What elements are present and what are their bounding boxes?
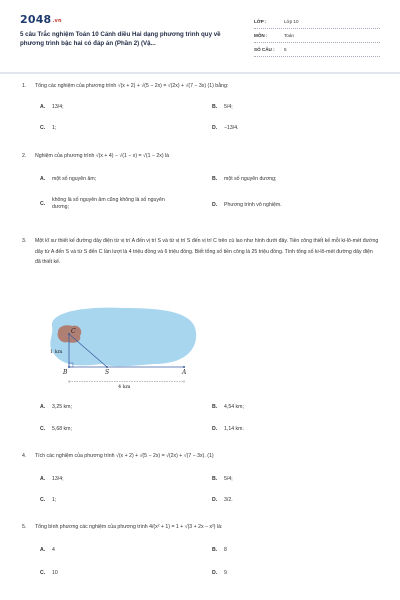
option-letter: A. (40, 104, 46, 110)
option-text: Phương trình vô nghiệm. (224, 202, 282, 208)
question-stem: Nghiệm của phương trình √(x + 4) − √(1 − x) = √(1 − 2x) là (35, 153, 170, 159)
option-letter: C. (40, 201, 46, 207)
question-number: 2. (22, 153, 27, 159)
header-divider (0, 72, 400, 74)
page-header (0, 0, 400, 74)
island-figure (44, 306, 204, 396)
option-text: một số nguyên dương; (224, 176, 277, 182)
option-letter: A. (40, 176, 46, 182)
option-text: 4 (52, 547, 55, 553)
option-letter: D. (212, 426, 218, 432)
option-letter: A. (40, 476, 46, 482)
option-text: 3,25 km; (52, 404, 72, 410)
meta-value: Lớp 10 (284, 19, 299, 24)
option-letter: D. (212, 570, 218, 576)
option-text: −13/4. (224, 125, 239, 131)
label-s: S (105, 369, 110, 376)
option-text: 1,14 km. (224, 426, 244, 432)
label-a: A (182, 369, 187, 376)
option-letter: C. (40, 497, 46, 503)
question-number: 4. (22, 453, 27, 459)
option-text: 1; (52, 125, 57, 131)
option-text: một số nguyên âm; (52, 176, 97, 182)
meta-key: SỐ CÂU : (254, 47, 275, 52)
label-4km: 4 km (118, 384, 131, 390)
question-number: 1. (22, 83, 27, 89)
option-letter: D. (212, 202, 218, 208)
question-number: 3. (22, 238, 27, 244)
question-stem: Tổng bình phương các nghiệm của phương trình 4/(x² + 1) = 1 + √(3 + 2x − x²) là: (35, 524, 223, 530)
logo-text: 2048 (20, 13, 52, 26)
option-text: 10 (52, 570, 58, 576)
option-text: 9 (224, 570, 227, 576)
meta-row-count (254, 43, 380, 57)
page-title: 5 câu Trắc nghiệm Toán 10 Cánh diều Hai dạng phương trình quy về phương trình bậc hai có đáp án (Phần 2) (Vậ... (20, 31, 221, 47)
meta-key: MÔN : (254, 33, 268, 38)
point-s (106, 366, 108, 368)
point-b (68, 366, 70, 368)
option-letter: A. (40, 547, 46, 553)
option-text: 5/4; (224, 476, 233, 482)
option-letter: A. (40, 404, 46, 410)
option-letter: C. (40, 570, 46, 576)
option-letter: B. (212, 476, 218, 482)
question-stem: Tích các nghiệm của phương trình √(x + 2) + √(5 − 2x) = √(2x) + √(7 − 3x). (1) (35, 453, 214, 459)
meta-panel (254, 15, 380, 57)
option-text: 5,68 km; (52, 426, 72, 432)
meta-key: LỚP : (254, 19, 267, 24)
option-letter: B. (212, 176, 218, 182)
meta-value: 5 (284, 47, 287, 52)
option-text: không là số nguyên âm cũng không là số nguyên dương; (52, 197, 165, 210)
point-c (68, 333, 70, 335)
option-text: 13/4; (52, 104, 64, 110)
option-letter: C. (40, 426, 46, 432)
question-number: 5. (22, 524, 27, 530)
label-c: C (71, 328, 76, 335)
option-text: 4,54 km; (224, 404, 244, 410)
label-1km: 1 km (50, 349, 63, 355)
logo-suffix: .vn (52, 18, 62, 24)
option-text: 5/4; (224, 104, 233, 110)
label-b: B (63, 369, 68, 376)
meta-row-class (254, 15, 380, 29)
meta-value: Toán (284, 33, 294, 38)
point-a (183, 366, 185, 368)
option-letter: B. (212, 547, 218, 553)
option-text: 13/4; (52, 476, 64, 482)
question-stem: Tổng các nghiệm của phương trình √(x + 2) + √(5 − 2x) = √(2x) + √(7 − 3x) (1) bằng: (35, 83, 229, 89)
option-letter: B. (212, 404, 218, 410)
option-letter: B. (212, 104, 218, 110)
question-stem: Một kĩ sư thiết kế đường dây điện từ vị trí A đến vị trí S và từ vị trí S đến vị trí C trên cù lao như hình dưới đây. Tiền công thiết kế mỗi ki-lô-mét đường dây từ A đến S và từ S đến C lần lượt là 4 triệu đồng và 6 triệu đồng. Biết tổng số tiền công là 25 triệu đồng. Tính tổng số ki-lô-mét đường dây điện đã thiết kế. (35, 238, 379, 265)
option-letter: D. (212, 497, 218, 503)
option-letter: C. (40, 125, 46, 131)
site-logo[interactable] (20, 13, 62, 26)
option-text: 8 (224, 547, 227, 553)
meta-row-subject (254, 29, 380, 43)
option-letter: D. (212, 125, 218, 131)
option-text: 3/2. (224, 497, 233, 503)
option-text: 1; (52, 497, 57, 503)
